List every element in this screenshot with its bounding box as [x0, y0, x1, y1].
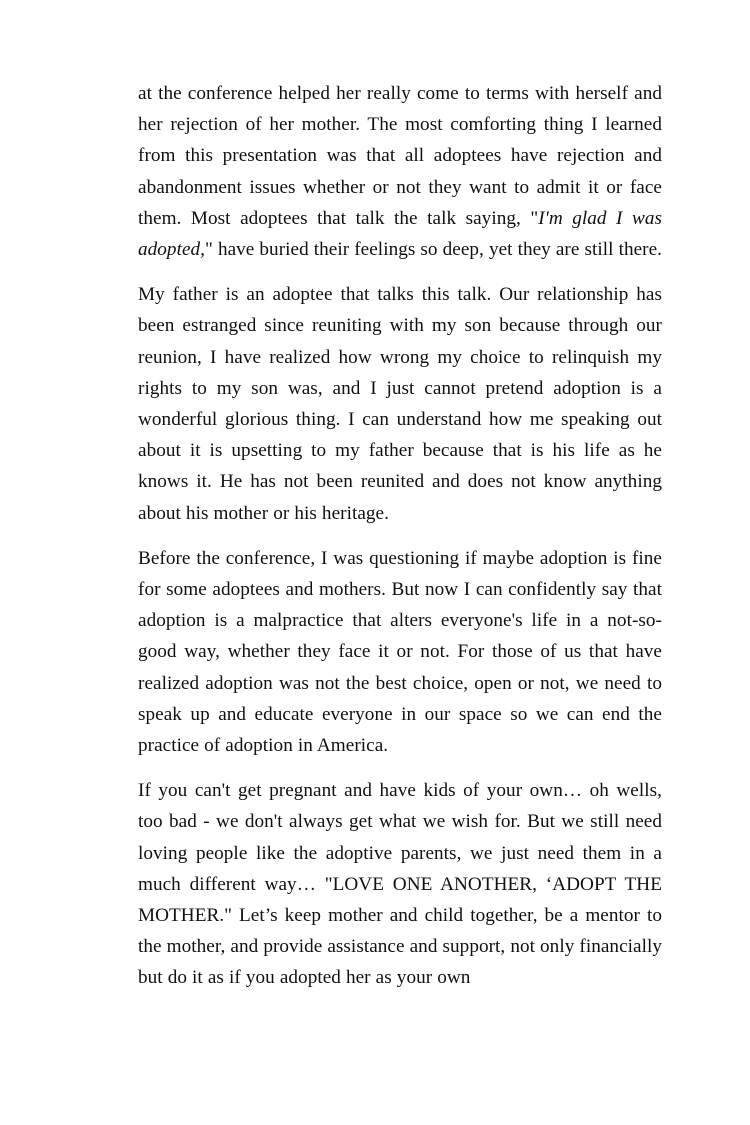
paragraph-2-segment-1: My father is an adoptee that talks this talk. Our relationship has been estranged since reuniting with my son because through our reunion, I have realized how wrong my choice to relinquish my rights to my son was, and I just cannot pretend adoption is a wonderful glorious thing. I can understand how me speaking out about it is upsetting to my father because that is his life as he knows it. He has not been reunited and does not know anything about his mother or his heritage. — [138, 284, 662, 524]
paragraph-4-segment-1: If you can't get pregnant and have kids of your own… oh wells, too bad - we don't always get what we wish for. But we still need loving people like the adoptive parents, we just need them in a much different way… "LOVE ONE ANOTHER, ‘ADOPT THE MOTHER." Let’s keep mother and child together, be a mentor to the mother, and provide assistance and support, not only financially but do it as if you adopted her as your own — [138, 780, 662, 989]
paragraph-4 — [138, 775, 662, 993]
body-text-column — [138, 78, 662, 994]
paragraph-3-segment-1: Before the conference, I was questioning if maybe adoption is fine for some adoptees and mothers. But now I can confidently say that adoption is a malpractice that alters everyone's life in a not-so-good way, whether they face it or not. For those of us that have realized adoption was not the best choice, open or not, we need to speak up and educate everyone in our space so we can end the practice of adoption in America. — [138, 547, 662, 757]
paragraph-1-segment-2-italic-quote: I'm glad I was adopted, — [138, 207, 662, 261]
paragraph-3 — [138, 543, 662, 761]
paragraph-1 — [138, 78, 662, 265]
paragraph-2 — [138, 279, 662, 529]
paragraph-1-segment-3: " have buried their feelings so deep, yet they are still there. — [205, 239, 663, 261]
paragraph-1-segment-1: at the conference helped her really come to terms with herself and her rejection of her mother. The most comforting thing I learned from this presentation was that all adoptees have rejection and abandonment issues whether or not they want to admit it or face them. Most adoptees that talk the talk saying, " — [138, 83, 662, 229]
